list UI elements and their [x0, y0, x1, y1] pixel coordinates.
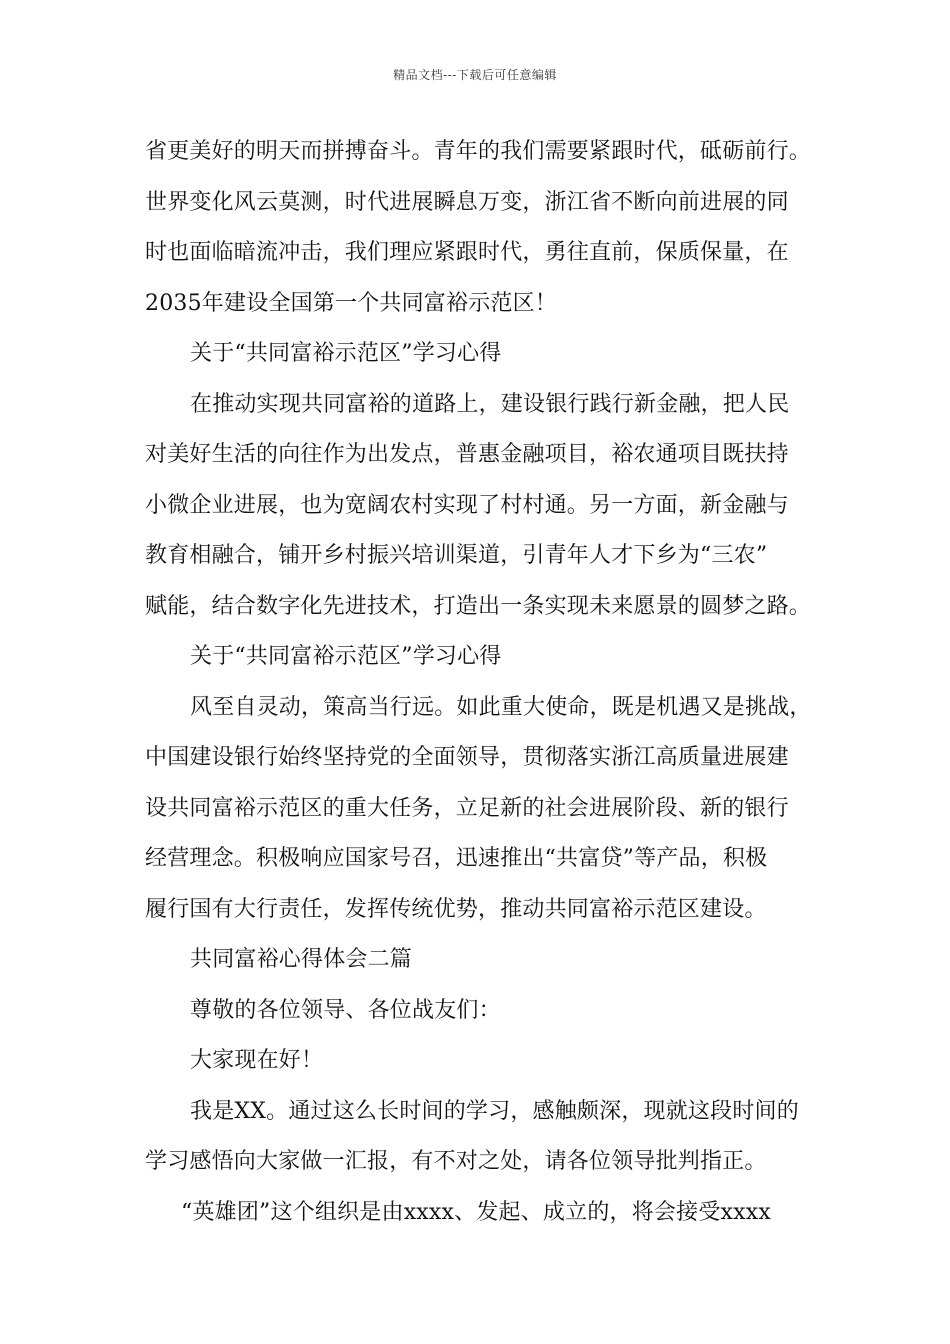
greeting: 大家现在好！ [190, 1048, 324, 1073]
text-line: 我是XX。通过这么长时间的学习，感触颇深，现就这段时间的 [190, 1098, 799, 1124]
text-line: 中国建设银行始终坚持党的全面领导，贯彻落实浙江高质量进展建 [145, 745, 789, 770]
text-line: 风至自灵动，策高当行远。如此重大使命，既是机遇又是挑战， [190, 694, 812, 720]
text-line: 赋能，结合数字化先进技术，打造出一条实现未来愿景的圆梦之路。 [145, 593, 812, 619]
section-heading: 关于“共同富裕示范区”学习心得 [190, 341, 502, 366]
section-heading: 关于“共同富裕示范区”学习心得 [190, 644, 502, 669]
text-line: 时也面临暗流冲击，我们理应紧跟时代，勇往直前，保质保量，在 [145, 240, 789, 265]
text-line: 在推动实现共同富裕的道路上，建设银行践行新金融，把人民 [190, 391, 790, 417]
text-line: 省更美好的明天而拼搏奋斗。青年的我们需要紧跟时代，砥砺前行。 [145, 139, 812, 164]
section-heading: 共同富裕心得体会二篇 [190, 947, 413, 972]
page-header: 精品文档---下载后可任意编辑 [393, 68, 557, 82]
salutation: 尊敬的各位领导、各位战友们： [190, 997, 501, 1023]
text-line: 履行国有大行责任，发挥传统优势，推动共同富裕示范区建设。 [145, 896, 767, 922]
text-line: 世界变化风云莫测，时代进展瞬息万变，浙江省不断向前进展的同 [145, 189, 789, 215]
document-body [145, 127, 813, 1238]
text-line: 对美好生活的向往作为出发点，普惠金融项目，裕农通项目既扶持 [145, 442, 789, 467]
text-line: 2035年建设全国第一个共同富裕示范区！ [145, 290, 557, 316]
text-line: 教育相融合，铺开乡村振兴培训渠道，引青年人才下乡为“三农” [145, 543, 768, 568]
text-line: 设共同富裕示范区的重大任务，立足新的社会进展阶段、新的银行 [145, 795, 789, 821]
text-line: 经营理念。积极响应国家号召，迅速推出“共富贷”等产品，积极 [145, 846, 768, 871]
text-line: 小微企业进展，也为宽阔农村实现了村村通。另一方面，新金融与 [145, 492, 789, 518]
text-line: 学习感悟向大家做一汇报，有不对之处，请各位领导批判指正。 [145, 1149, 767, 1174]
text-line: “英雄团”这个组织是由xxxx、发起、成立的，将会接受xxxx [181, 1199, 771, 1225]
